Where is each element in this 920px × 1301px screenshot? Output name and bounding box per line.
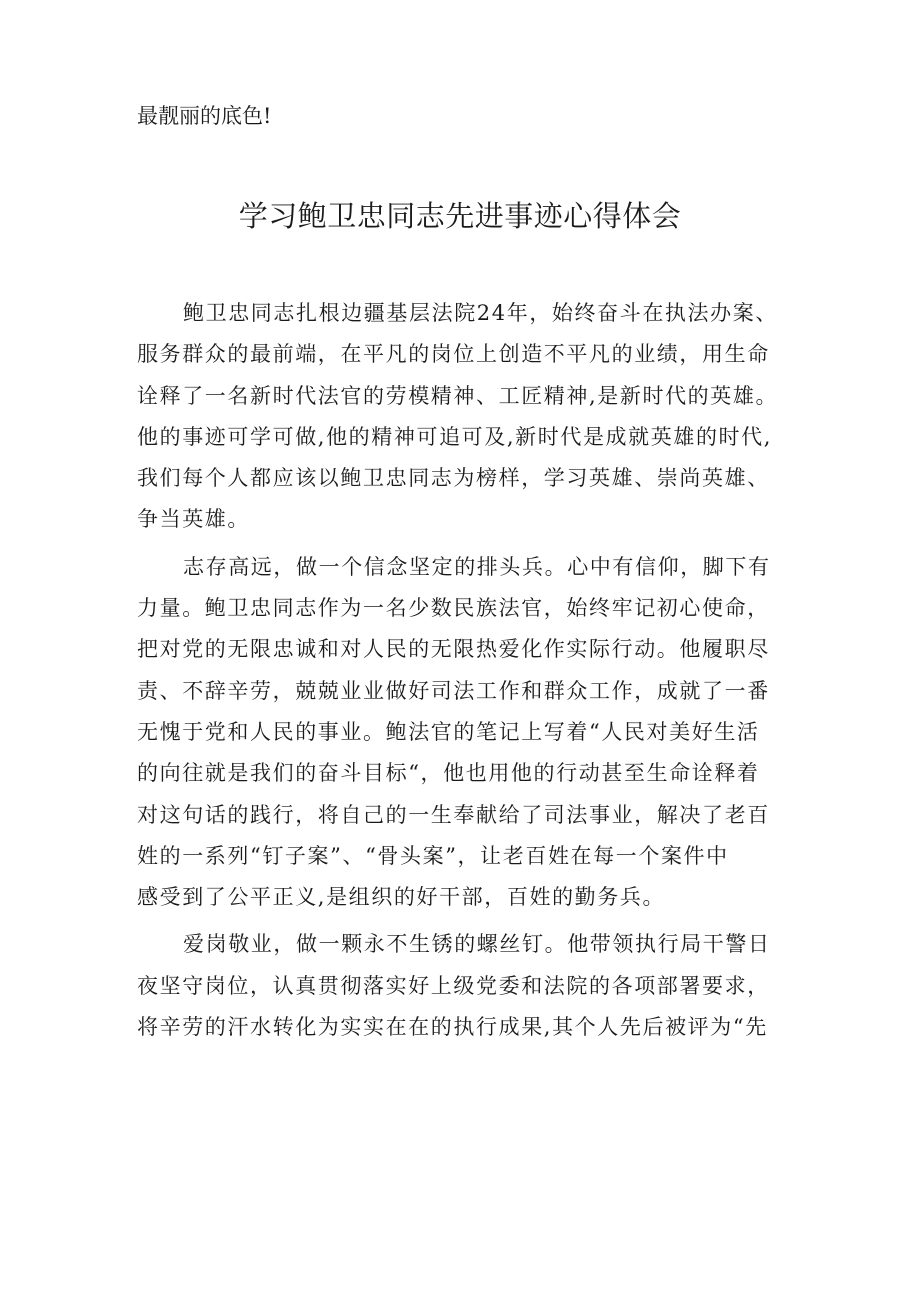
paragraph-2-line-6: 的向往就是我们的奋斗目标“，他也用他的行动甚至生命诠释着: [137, 761, 760, 786]
continuation-line: 最靓丽的底色!: [137, 104, 272, 128]
paragraph-2-line-4: 责、不辞辛劳，兢兢业业做好司法工作和群众工作，成就了一番: [137, 678, 770, 703]
paragraph-2-line-8: 姓的一系列“钉子案”、“骨头案”，让老百姓在每一个案件中: [137, 843, 729, 868]
paragraph-1-line-6: 争当英雄。: [137, 507, 250, 532]
paragraph-2-line-9: 感受到了公平正义,是组织的好干部，百姓的勤务兵。: [137, 885, 666, 910]
paragraph-1-line-5: 我们每个人都应该以鲍卫忠同志为榜样，学习英雄、崇尚英雄、: [137, 466, 770, 491]
paragraph-1-line-4: 他的事迹可学可做,他的精神可追可及,新时代是成就英雄的时代,: [137, 424, 773, 449]
paragraph-2-line-3: 把对党的无限忠诚和对人民的无限热爱化作实际行动。他履职尽: [137, 637, 770, 662]
paragraph-2-line-1: 志存高远，做一个信念坚定的排头兵。心中有信仰，脚下有: [183, 554, 771, 579]
document-title: 学习鲍卫忠同志先进事迹心得体会: [238, 199, 682, 233]
paragraph-2-line-2: 力量。鲍卫忠同志作为一名少数民族法官，始终牢记初心使命，: [137, 596, 770, 621]
paragraph-2-line-5: 无愧于党和人民的事业。鲍法官的笔记上写着“人民对美好生活: [137, 719, 760, 744]
document-body: [137, 293, 807, 1048]
paragraph-1-line-1: 鲍卫忠同志扎根边疆基层法院24年，始终奋斗在执法办案、: [183, 301, 778, 325]
paragraph-2-line-7: 对这句话的践行，将自己的一生奉献给了司法事业，解决了老百: [137, 802, 770, 827]
paragraph-1-line-3: 诠释了一名新时代法官的劳模精神、工匠精神,是新时代的英雄。: [137, 383, 779, 408]
paragraph-3-line-1: 爱岗敬业，做一颗永不生锈的螺丝钉。他带领执行局干警日: [183, 932, 771, 957]
paragraph-3-line-2: 夜坚守岗位，认真贯彻落实好上级党委和法院的各项部署要求，: [137, 973, 770, 998]
paragraph-1-line-2: 服务群众的最前端，在平凡的岗位上创造不平凡的业绩，用生命: [137, 342, 770, 367]
paragraph-3-line-3: 将辛劳的汗水转化为实实在在的执行成果,其个人先后被评为“先: [137, 1015, 768, 1040]
